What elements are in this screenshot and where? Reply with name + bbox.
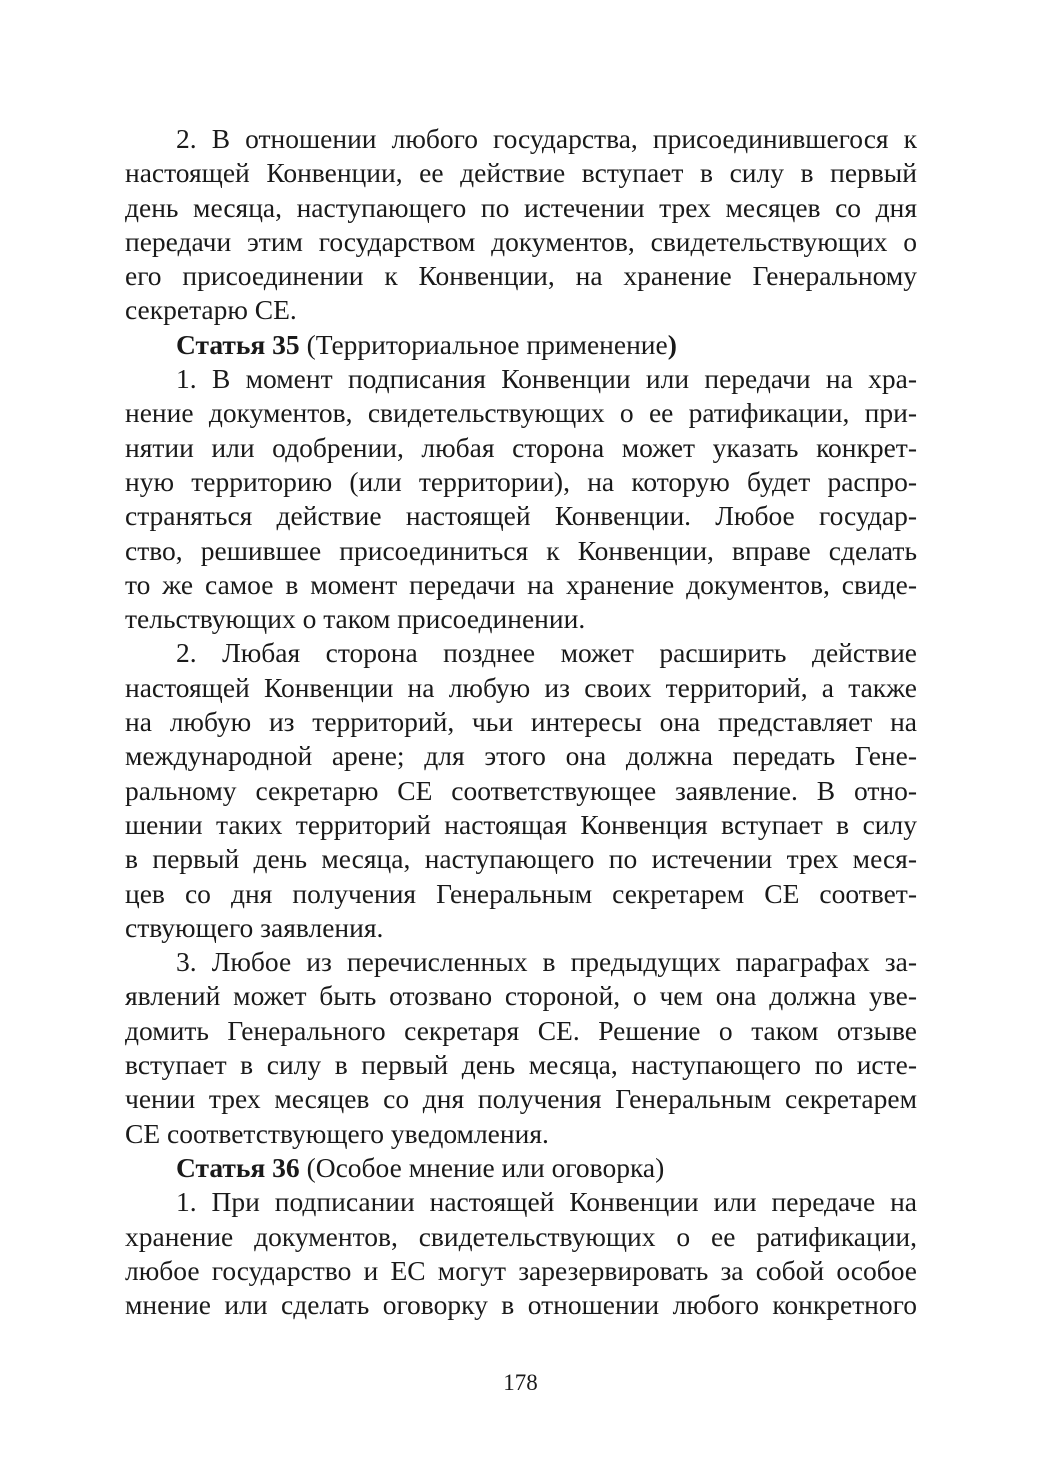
text-line: нятии или одобрении, любая сторона может указать конкрет-	[125, 431, 917, 463]
text-line: мнение или сделать оговорку в отношении любого конкретного	[125, 1289, 917, 1321]
text-line: страняться действие настоящей Конвенции. Любое государ-	[125, 500, 917, 532]
text-line: настоящей Конвенции, ее действие вступает в силу в первый	[125, 157, 917, 189]
text-line: чении трех месяцев со дня получения Генеральным секретарем	[125, 1083, 917, 1115]
article-36-number: Статья 36	[176, 1151, 300, 1183]
text-line: хранение документов, свидетельствующих о ее ратификации,	[125, 1220, 917, 1252]
text-line: СЕ соответствующего уведомления.	[125, 1117, 549, 1149]
text-line: международной арене; для этого она должна передать Гене-	[125, 740, 917, 772]
text-line: день месяца, наступающего по истечении трех месяцев со дня	[125, 191, 917, 223]
text-line: ство, решившее присоединиться к Конвенции, вправе сделать	[125, 534, 917, 566]
paragraph-art34-2	[125, 122, 917, 328]
text-line: секретарю СЕ.	[125, 294, 297, 326]
text-line: то же самое в момент передачи на хранение документов, свиде-	[125, 568, 917, 600]
text-line: ральному секретарю СЕ соответствующее заявление. В отно-	[125, 774, 917, 806]
text-line: 2. Любая сторона позднее может расширить действие	[176, 637, 917, 669]
text-line: ную территорию (или территории), на которую будет распро-	[125, 465, 917, 497]
text-line: ствующего заявления.	[125, 911, 384, 943]
page-number: 178	[503, 1370, 538, 1395]
article-36-title: (Особое мнение или оговорка)	[299, 1151, 665, 1183]
text-line: любое государство и ЕС могут зарезервировать за собой особое	[125, 1254, 917, 1286]
text-line: его присоединении к Конвенции, на хранение Генеральному	[125, 260, 917, 292]
article-35-title-close: )	[667, 328, 677, 360]
paragraph-art36-1	[125, 1185, 917, 1322]
text-line: 1. При подписании настоящей Конвенции или передаче на	[176, 1186, 917, 1218]
text-line: тельствующих о таком присоединении.	[125, 603, 586, 635]
article-36-heading	[125, 1151, 917, 1185]
text-line: 3. Любое из перечисленных в предыдущих параграфах за-	[176, 946, 917, 978]
text-line: явлений может быть отозвано стороной, о чем она должна уве-	[125, 980, 917, 1012]
article-35-heading	[125, 328, 917, 362]
text-line: цев со дня получения Генеральным секретарем СЕ соответ-	[125, 877, 917, 909]
article-35-number: Статья 35	[176, 328, 300, 360]
text-line: передачи этим государством документов, свидетельствующих о	[125, 225, 917, 257]
paragraph-art35-2	[125, 636, 917, 945]
text-line: вступает в силу в первый день месяца, наступающего по исте-	[125, 1049, 917, 1081]
paragraph-art35-3	[125, 945, 917, 1151]
text-line: настоящей Конвенции на любую из своих территорий, а также	[125, 671, 917, 703]
paragraph-art35-1	[125, 362, 917, 636]
text-line: 1. В момент подписания Конвенции или передачи на хра-	[176, 363, 917, 395]
text-line: шении таких территорий настоящая Конвенция вступает в силу	[125, 808, 917, 840]
text-line: в первый день месяца, наступающего по истечении трех меся-	[125, 843, 917, 875]
text-line: на любую из территорий, чьи интересы она представляет на	[125, 706, 917, 738]
text-line: домить Генерального секретаря СЕ. Решение о таком отзыве	[125, 1014, 917, 1046]
page-body	[125, 122, 917, 1322]
article-35-title: (Территориальное применение	[299, 328, 668, 360]
text-line: 2. В отношении любого государства, присоединившегося к	[176, 123, 917, 154]
text-line: нение документов, свидетельствующих о ее ратификации, при-	[125, 397, 917, 429]
